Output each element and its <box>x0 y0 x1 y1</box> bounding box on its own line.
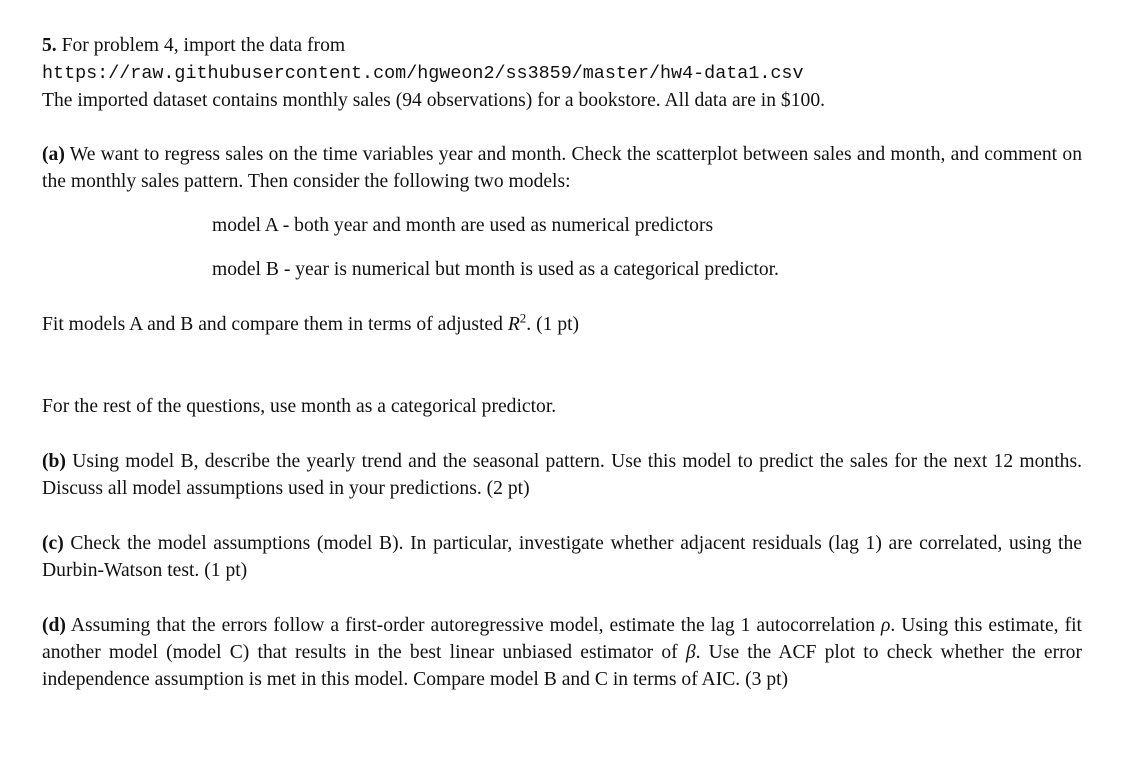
part-d-text-1: Assuming that the errors follow a first-order autoregressive model, estimate the lag 1 autocorrelation <box>65 615 882 636</box>
part-d-text-2: . Using this estimate, fit another model (model C) that results in the best linear unbiased estimator of <box>42 615 1082 663</box>
beta-symbol: β <box>685 642 696 663</box>
model-a-description: model A - both year and month are used as numerical predictors <box>212 215 714 236</box>
rho-symbol: ρ <box>881 615 891 636</box>
part-c-text: Check the model assumptions (model B). In particular, investigate whether adjacent residuals (lag 1) are correlated, using the Durbin-Watson test. (1 pt) <box>42 533 1082 581</box>
part-a-fit <box>42 311 1082 338</box>
rest-note: For the rest of the questions, use month as a categorical predictor. <box>42 396 557 417</box>
data-url: https://raw.githubusercontent.com/hgweon2/ss3859/master/hw4-data1.csv <box>42 63 804 84</box>
part-b-label: (b) <box>42 451 66 472</box>
fit-points: . (1 pt) <box>526 314 580 335</box>
r-variable: R <box>507 314 520 335</box>
part-d-label: (d) <box>42 615 66 636</box>
model-b-description: model B - year is numerical but month is used as a categorical predictor. <box>212 259 779 280</box>
part-b-text: Using model B, describe the yearly trend and the seasonal pattern. Use this model to predict the sales for the next 12 months. Discuss all model assumptions used in your predictions. (2 pt) <box>42 451 1082 499</box>
part-a-text: We want to regress sales on the time variables year and month. Check the scatterplot between sales and month, and comment on the monthly sales pattern. Then consider the following two models: <box>42 144 1082 192</box>
problem-number: 5. <box>42 35 57 56</box>
fit-text: Fit models A and B and compare them in terms of adjusted <box>42 314 508 335</box>
part-c-label: (c) <box>42 533 64 554</box>
part-d-text-3: . Use the ACF plot to check whether the error independence assumption is met in this model. Compare model B and C in terms of AIC. (3 pt) <box>42 642 1082 690</box>
intro-text: For problem 4, import the data from <box>56 35 346 56</box>
problem-intro <box>42 32 1082 114</box>
part-c <box>42 530 1082 584</box>
part-a-label: (a) <box>42 144 65 165</box>
part-b <box>42 448 1082 502</box>
dataset-description: The imported dataset contains monthly sales (94 observations) for a bookstore. All data are in $100. <box>42 90 826 111</box>
r-superscript: 2 <box>519 310 527 326</box>
part-d <box>42 612 1082 693</box>
part-a <box>42 141 1082 195</box>
